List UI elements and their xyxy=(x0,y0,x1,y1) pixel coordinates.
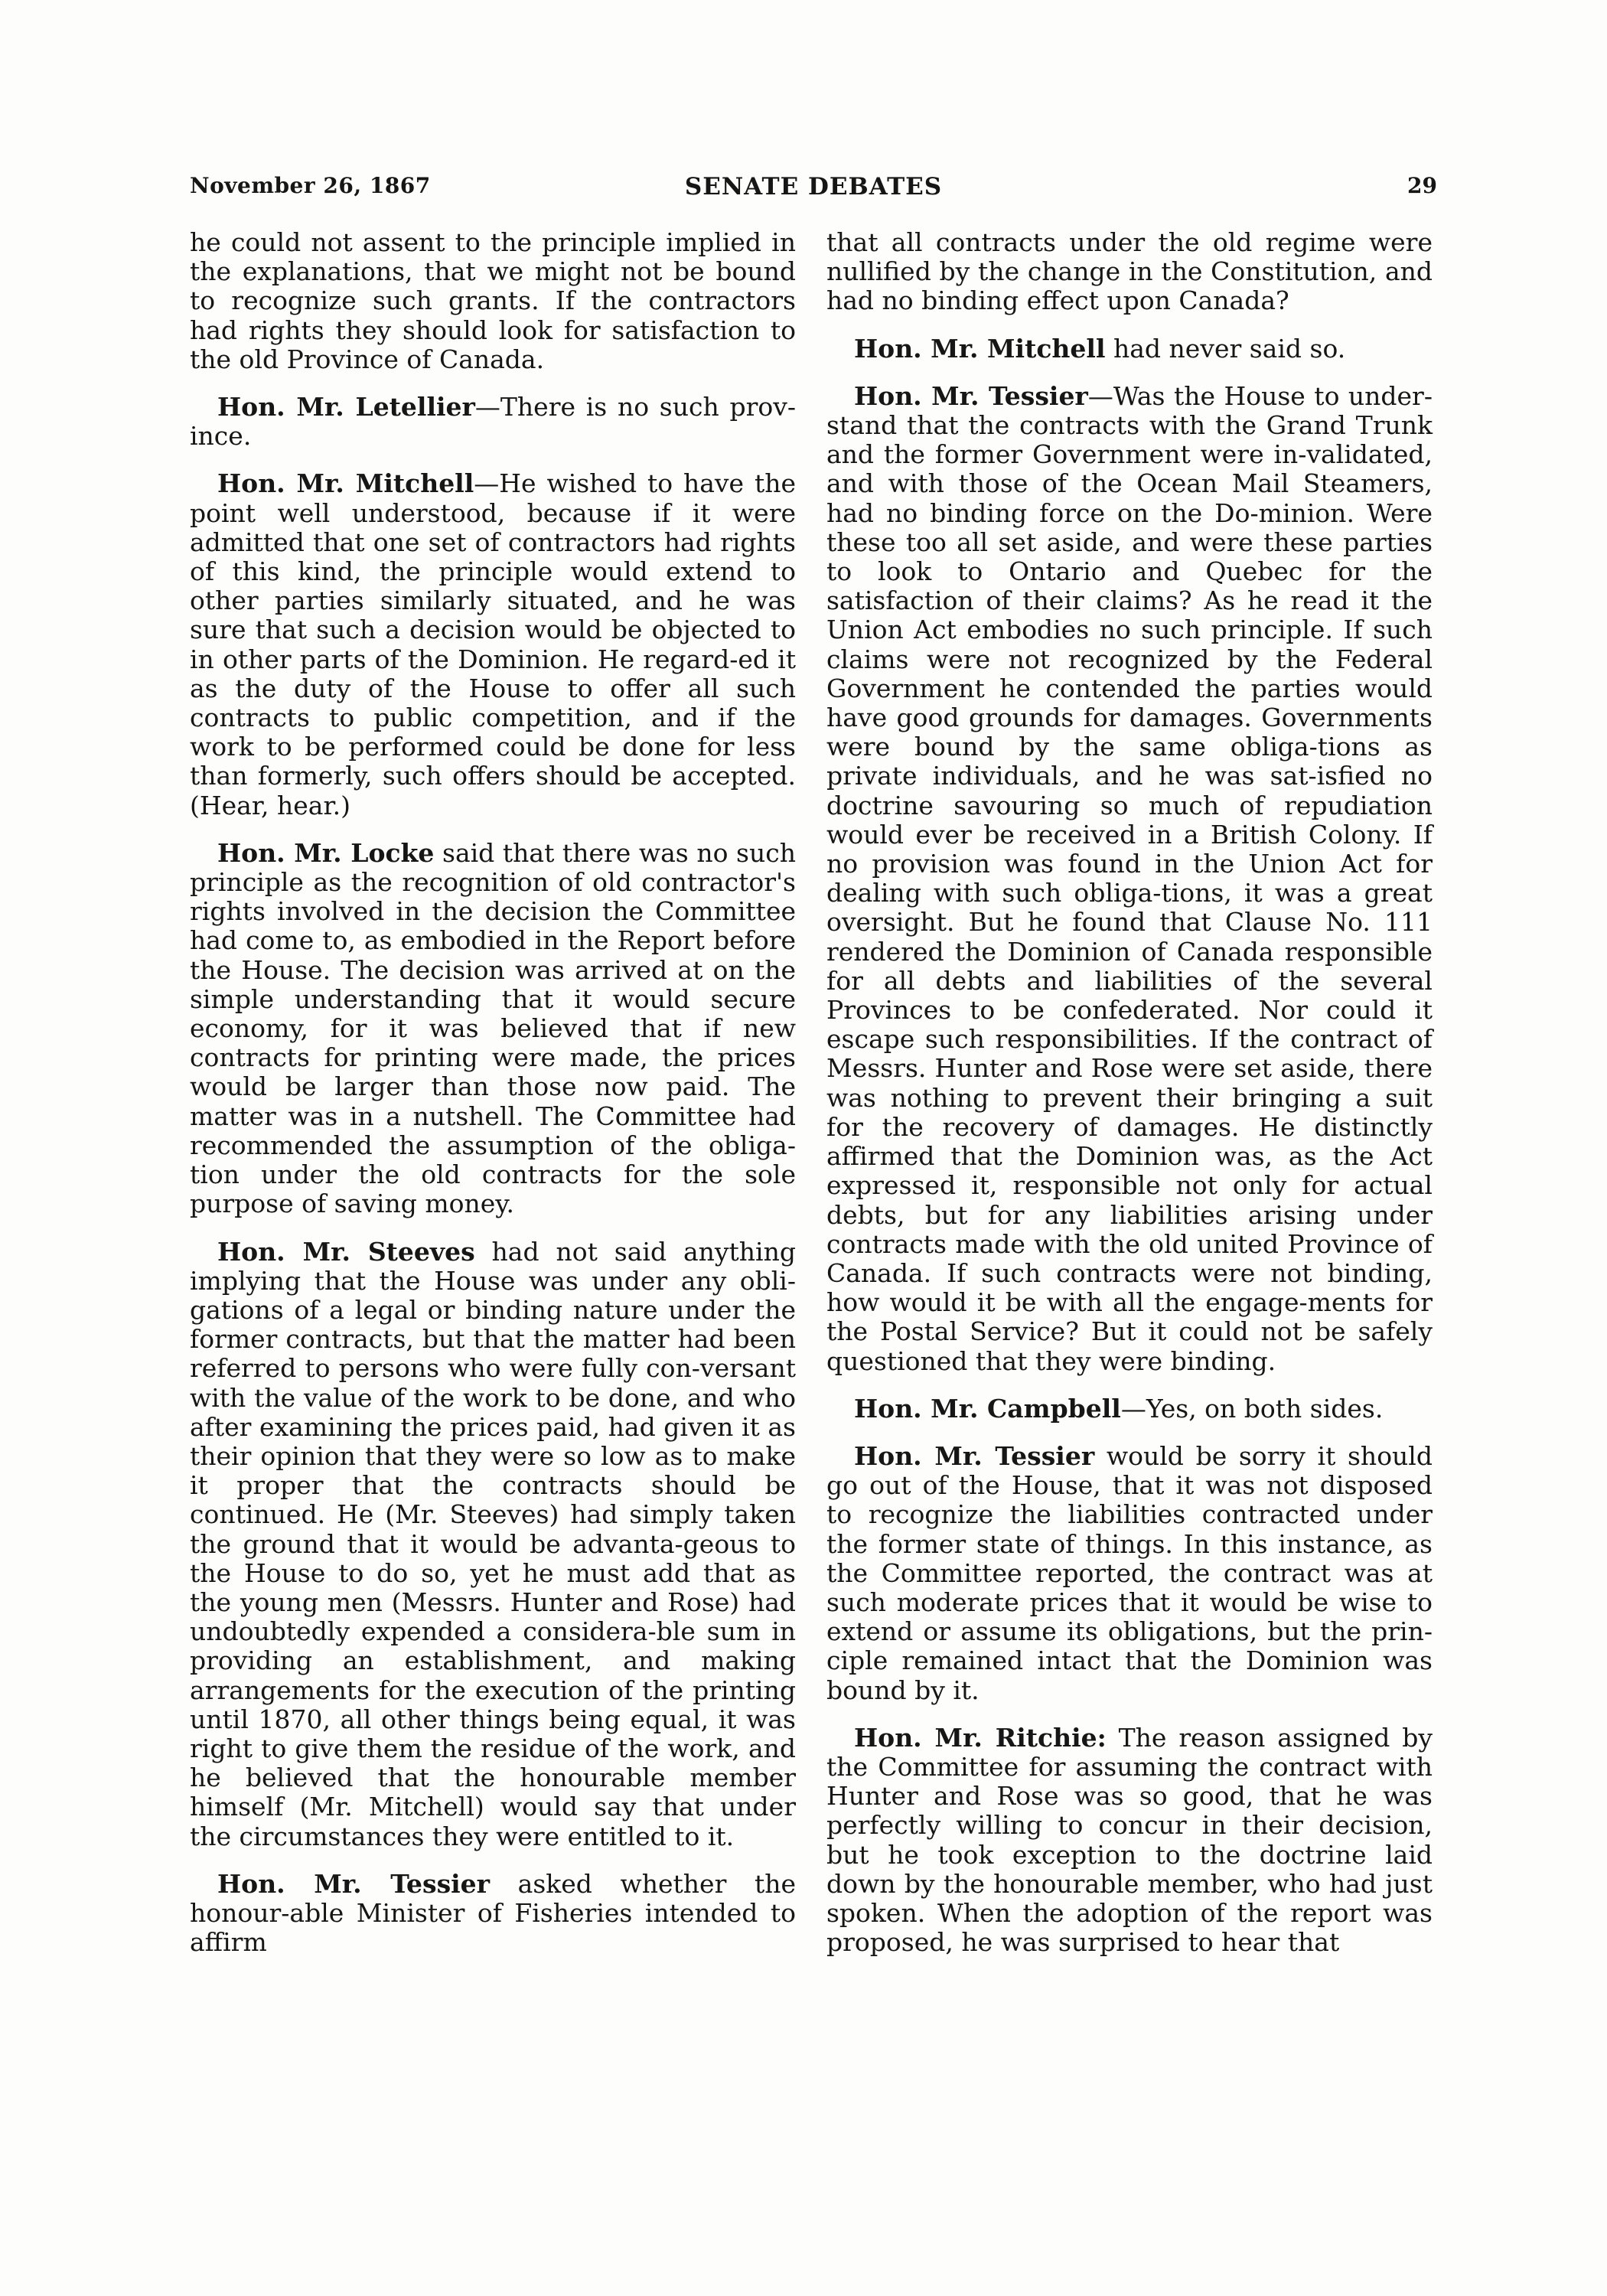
paragraph-text: said that there was no such principle as the recognition of old contractor's rights involved in the decision the Committee had come to, as embodied in the Report before the House. The decision was arrived at on the simple understanding that it would secure economy, for it was believed that if new contracts for printing were made, the prices would be larger than those now paid. The matter was in a nutshell. The Committee had recommended the assumption of the obliga-tion under the old contracts for the sole purpose of saving money. xyxy=(190,837,796,1219)
speaker-name: Hon. Mr. Tessier xyxy=(217,1868,491,1899)
paragraph-text: he could not assent to the principle implied in the explanations, that we might not be bound to recognize such grants. If the contractors had rights they should look for satisfaction to the old Province of Canada. xyxy=(190,227,796,374)
paragraph-text: that all contracts under the old regime were nullified by the change in the Constitution, and had no binding effect upon Canada? xyxy=(826,227,1433,316)
paragraph xyxy=(826,1394,1433,1424)
paragraph-text: had not said anything implying that the House was under any obli-gations of a legal or binding nature under the former contracts, but that the matter had been referred to persons who were fully con-versant with the value of the work to be done, and who after examining the prices paid, had given it as their opinion that they were so low as to make it proper that the contracts should be continued. He (Mr. Steeves) had simply taken the ground that it would be advanta-geous to the House to do so, yet he must add that as the young men (Messrs. Hunter and Rose) had undoubtedly expended a considera-ble sum in providing an establishment, and making arrangements for the execution of the printing until 1870, all other things being equal, it was right to give them the residue of the work, and he believed that the honourable member himself (Mr. Mitchell) would say that under the circumstances they were entitled to it. xyxy=(190,1236,796,1851)
paragraph xyxy=(190,1870,796,1958)
paragraph-text: The reason assigned by the Committee for assuming the contract with Hunter and Rose was so good, that he was perfectly willing to concur in their decision, but he took exception to the doctrine laid down by the honourable member, who had just spoken. When the adoption of the report was proposed, he was surprised to hear that xyxy=(826,1722,1433,1958)
paragraph xyxy=(826,382,1433,1376)
paragraph-text: —He wished to have the point well understood, because if it were admitted that one set of contractors had rights of this kind, the principle would extend to other parties similarly situated, and he was sure that such a decision would be objected to in other parts of the Dominion. He regard-ed it as the duty of the House to offer all such contracts to public competition, and if the work to be performed could be done for less than formerly, such offers should be accepted. (Hear, hear.) xyxy=(190,468,796,820)
paragraph-text: —Yes, on both sides. xyxy=(1120,1393,1384,1424)
speaker-name: Hon. Mr. Ritchie: xyxy=(854,1722,1107,1753)
paragraph-text: would be sorry it should go out of the House, that it was not disposed to recognize the liabilities contracted under the former state of things. In this instance, as the Committee reported, the contract was at such moderate prices that it would be wise to extend or assume its obligations, but the prin-ciple remained intact that the Dominion was bound by it. xyxy=(826,1440,1433,1705)
paragraph xyxy=(190,228,796,374)
paragraph xyxy=(826,1442,1433,1705)
paragraph xyxy=(190,1238,796,1851)
paragraph xyxy=(190,469,796,820)
left-column xyxy=(190,228,796,1975)
paragraph xyxy=(190,393,796,451)
speaker-name: Hon. Mr. Tessier xyxy=(854,380,1088,411)
paragraph-text: asked whether the honour-able Minister of Fisheries intended to affirm xyxy=(190,1868,796,1958)
right-column xyxy=(826,228,1433,1975)
page-number: 29 xyxy=(1407,173,1437,198)
paragraph-text: —Was the House to under-stand that the contracts with the Grand Trunk and the former Government were in-validated, and with those of the Ocean Mail Steamers, had no binding force on the Do-minion. Were these too all set aside, and were these parties to look to Ontario and Quebec for the satisfaction of their claims? As he read it the Union Act embodies no such principle. If such claims were not recognized by the Federal Government he contended the parties would have good grounds for damages. Governments were bound by the same obliga-tions as private individuals, and he was sat-isfied no doctrine savouring so much of repudiation would ever be received in a British Colony. If no provision was found in the Union Act for dealing with such obliga-tions, it was a great oversight. But he found that Clause No. 111 rendered the Dominion of Canada responsible for all debts and liabilities of the several Provinces to be confederated. Nor could it escape such responsibilities. If the contract of Messrs. Hunter and Rose were set aside, there was nothing to prevent their bringing a suit for the recovery of damages. He distinctly affirmed that the Dominion was, as the Act expressed it, responsible not only for actual debts, but for any liabilities arising under contracts made with the old united Province of Canada. If such contracts were not binding, how would it be with all the engage-ments for the Postal Service? But it could not be safely questioned that they were binding. xyxy=(826,380,1433,1376)
speaker-name: Hon. Mr. Campbell xyxy=(854,1393,1121,1424)
header-title: SENATE DEBATES xyxy=(684,173,943,201)
paragraph xyxy=(826,1724,1433,1958)
paragraph-text: had never said so. xyxy=(1105,333,1346,364)
paragraph-text: —There is no such prov-ince. xyxy=(190,392,797,452)
speaker-name: Hon. Mr. Tessier xyxy=(854,1440,1095,1471)
paragraph xyxy=(826,334,1433,364)
speaker-name: Hon. Mr. Mitchell xyxy=(217,468,474,499)
speaker-name: Hon. Mr. Letellier xyxy=(217,392,475,422)
speaker-name: Hon. Mr. Steeves xyxy=(217,1236,475,1267)
paragraph xyxy=(190,839,796,1219)
speaker-name: Hon. Mr. Locke xyxy=(217,837,435,868)
paragraph xyxy=(826,228,1433,316)
page-header xyxy=(190,173,1437,207)
speaker-name: Hon. Mr. Mitchell xyxy=(854,333,1106,364)
header-date: November 26, 1867 xyxy=(190,173,431,198)
